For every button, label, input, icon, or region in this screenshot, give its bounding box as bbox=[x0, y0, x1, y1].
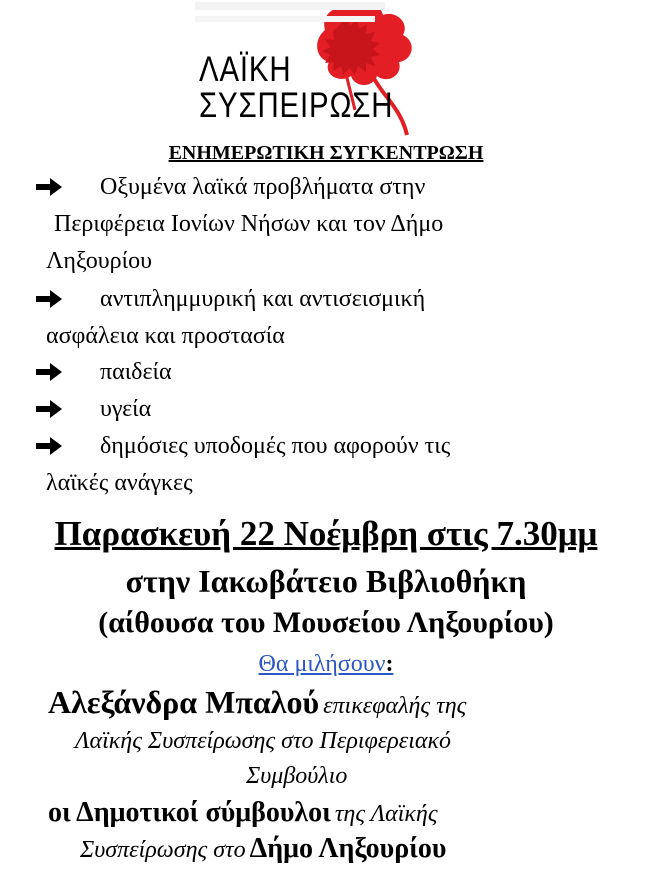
right-arrow-icon bbox=[36, 290, 62, 308]
speaker-1-role: επικεφαλής της bbox=[323, 693, 467, 719]
speaker-2-role-cont bbox=[80, 833, 446, 865]
speaker-1-role-cont: Λαϊκής Συσπείρωσης στο Περιφερειακό bbox=[75, 728, 452, 754]
speaker-2-place: Δήμο Ληξουρίου bbox=[249, 833, 447, 864]
speaker-1-line bbox=[48, 684, 466, 721]
right-arrow-icon bbox=[36, 363, 62, 381]
event-venue: στην Ιακωβάτειο Βιβλιοθήκη bbox=[125, 563, 527, 599]
topic-text: παιδεία bbox=[100, 359, 172, 385]
topic-text: Οξυμένα λαϊκά προβλήματα στην bbox=[100, 174, 426, 200]
speaker-2-line bbox=[48, 797, 438, 829]
speaker-1-role-end: Συμβούλιο bbox=[246, 763, 348, 789]
logo-text-line-1: ΛΑΪΚΗ bbox=[199, 50, 292, 89]
right-arrow-icon bbox=[36, 437, 62, 455]
speakers-label-colon: : bbox=[385, 651, 394, 677]
speaker-2-role-text: Συσπείρωσης στο bbox=[80, 837, 246, 863]
topic-text: Ληξουρίου bbox=[46, 248, 152, 274]
topic-text: υγεία bbox=[100, 396, 152, 422]
topic-text: δημόσιες υποδομές που αφορούν τις bbox=[100, 433, 451, 459]
page-heading: ΕΝΗΜΕΡΩΤΙΚΗ ΣΥΓΚΕΝΤΡΩΣΗ bbox=[168, 142, 484, 164]
event-hall: (αίθουσα του Μουσείου Ληξουρίου) bbox=[98, 606, 554, 639]
right-arrow-icon bbox=[36, 400, 62, 418]
speaker-1-name: Αλεξάνδρα Μπαλού bbox=[48, 684, 320, 720]
topic-text: αντιπλημμυρική και αντισεισμική bbox=[100, 286, 426, 312]
topic-text: ασφάλεια και προστασία bbox=[46, 323, 285, 349]
logo-text-line-2: ΣΥΣΠΕΙΡΩΣΗ bbox=[199, 86, 394, 125]
speakers-label-text: Θα μιλήσουν bbox=[258, 651, 386, 677]
speakers-label bbox=[0, 651, 652, 678]
speaker-2-role: της Λαϊκής bbox=[334, 801, 438, 827]
speaker-2-name: οι Δημοτικοί σύμβουλοι bbox=[48, 797, 331, 828]
topic-text: Περιφέρεια Ιονίων Νήσων και τον Δήμο bbox=[54, 211, 444, 237]
right-arrow-icon bbox=[36, 178, 62, 196]
event-date: Παρασκευή 22 Νοέμβρη στις 7.30μμ bbox=[54, 514, 598, 553]
party-logo bbox=[195, 0, 435, 140]
topic-text: λαϊκές ανάγκες bbox=[46, 470, 193, 496]
